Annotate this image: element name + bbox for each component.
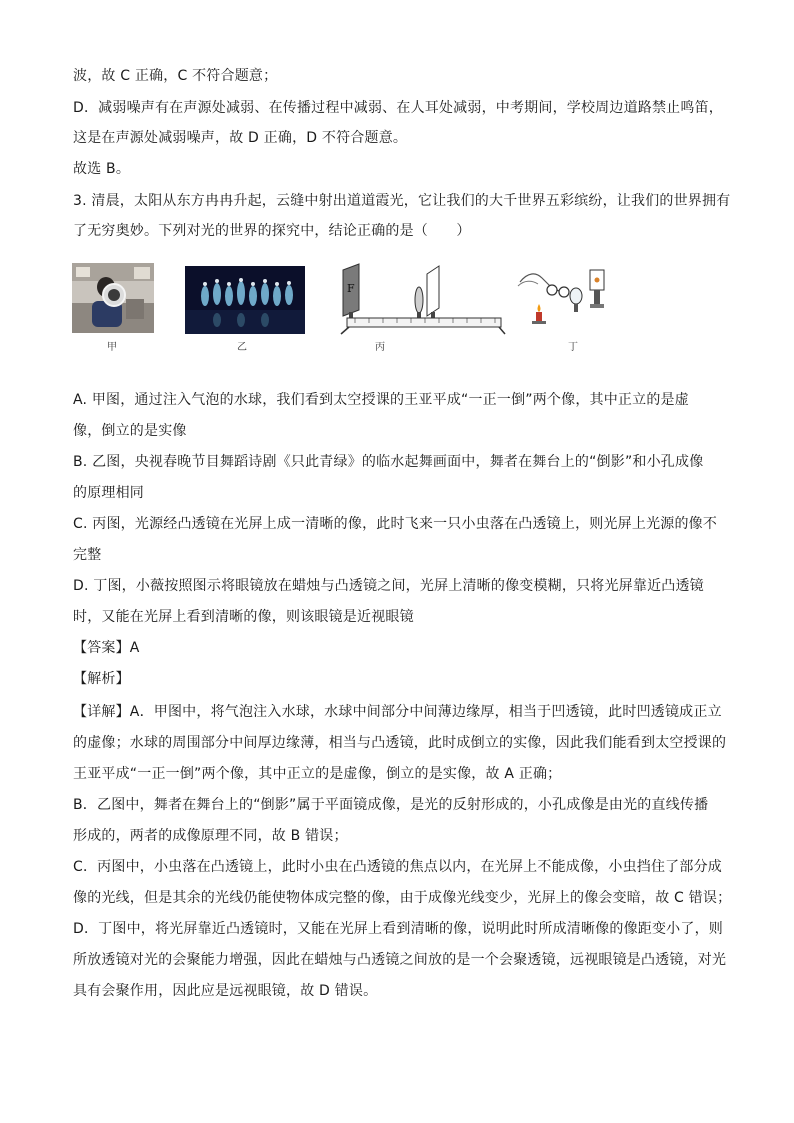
option-a: A. 甲图，通过注入气泡的水球，我们看到太空授课的王亚平成“一正一倒”两个像，其中正立的是虚	[73, 392, 689, 408]
optical-bench-diagram	[335, 262, 507, 336]
explanation-line: C．丙图中，小虫落在凸透镜上，此时小虫在凸透镜的焦点以内，在光屏上不能成像，小虫挡住了部分成	[73, 859, 722, 875]
text-line: D．减弱噪声有在声源处减弱、在传播过程中减弱、在人耳处减弱，中考期间，学校周边道路禁止鸣笛，	[73, 100, 723, 116]
caption-jia: 甲	[107, 342, 117, 353]
figure-jia	[72, 263, 154, 333]
option-b: 的原理相同	[73, 485, 144, 501]
figure-yi	[185, 266, 305, 334]
explanation-line: 形成的，两者的成像原理不同，故 B 错误；	[73, 828, 348, 844]
answer-label: 【答案】A	[73, 640, 140, 656]
option-c: 完整	[73, 547, 102, 563]
explanation-line: 王亚平成“一正一倒”两个像，其中正立的是虚像，倒立的是实像，故 A 正确；	[73, 766, 562, 782]
caption-ding: 丁	[568, 342, 578, 353]
explanation-line: 具有会聚作用，因此应是远视眼镜，故 D 错误。	[73, 983, 378, 999]
option-c: C. 丙图，光源经凸透镜在光屏上成一清晰的像，此时飞来一只小虫落在凸透镜上，则光屏上光源的像不	[73, 516, 718, 532]
text-line: 故选 B。	[73, 161, 131, 177]
explanation-line: 【详解】A．甲图中，将气泡注入水球，水球中间部分中间薄边缘厚，相当于凹透镜，此时凹透镜成正立	[73, 704, 722, 720]
question-stem: 了无穷奥妙。下列对光的世界的探究中，结论正确的是（ ）	[73, 223, 471, 239]
dance-stage-image	[185, 266, 305, 334]
caption-yi: 乙	[237, 342, 247, 353]
candle-glasses-diagram	[514, 264, 610, 326]
light-source-letter: F	[347, 282, 355, 295]
explanation-line: 像的光线，但是其余的光线仍能使物体成完整的像，由于成像光线变少，光屏上的像会变暗，故 C 错误；	[73, 890, 732, 906]
caption-bing: 丙	[375, 342, 385, 353]
explanation-line: 的虚像；水球的周围部分中间厚边缘薄，相当与凸透镜，此时成倒立的实像，因此我们能看到太空授课的	[73, 735, 727, 751]
option-d: D. 丁图，小薇按照图示将眼镜放在蜡烛与凸透镜之间，光屏上清晰的像变模糊，只将光屏靠近凸透镜	[73, 578, 704, 594]
text-line: 这是在声源处减弱噪声，故 D 正确，D 不符合题意。	[73, 130, 408, 146]
option-b: B. 乙图，央视春晚节目舞蹈诗剧《只此青绿》的临水起舞画面中，舞者在舞台上的“倒影”和小孔成像	[73, 454, 704, 470]
option-d: 时，又能在光屏上看到清晰的像，则该眼镜是近视眼镜	[73, 609, 414, 625]
question-stem: 3. 清晨，太阳从东方冉冉升起，云缝中射出道道霞光，它让我们的大千世界五彩缤纷，让我们的世界拥有	[73, 193, 731, 209]
explanation-line: D．丁图中，将光屏靠近凸透镜时，又能在光屏上看到清晰的像，说明此时所成清晰像的像距变小了，则	[73, 921, 723, 937]
astronaut-photo-image	[72, 263, 154, 333]
figure-bing	[335, 262, 507, 336]
analysis-label: 【解析】	[73, 671, 130, 687]
explanation-line: 所放透镜对光的会聚能力增强，因此在蜡烛与凸透镜之间放的是一个会聚透镜，远视眼镜是凸透镜，对光	[73, 952, 727, 968]
option-a: 像，倒立的是实像	[73, 423, 187, 439]
figure-ding	[514, 264, 610, 326]
text-line: 波，故 C 正确，C 不符合题意；	[73, 68, 278, 84]
explanation-line: B．乙图中，舞者在舞台上的“倒影”属于平面镜成像，是光的反射形成的，小孔成像是由光的直线传播	[73, 797, 709, 813]
